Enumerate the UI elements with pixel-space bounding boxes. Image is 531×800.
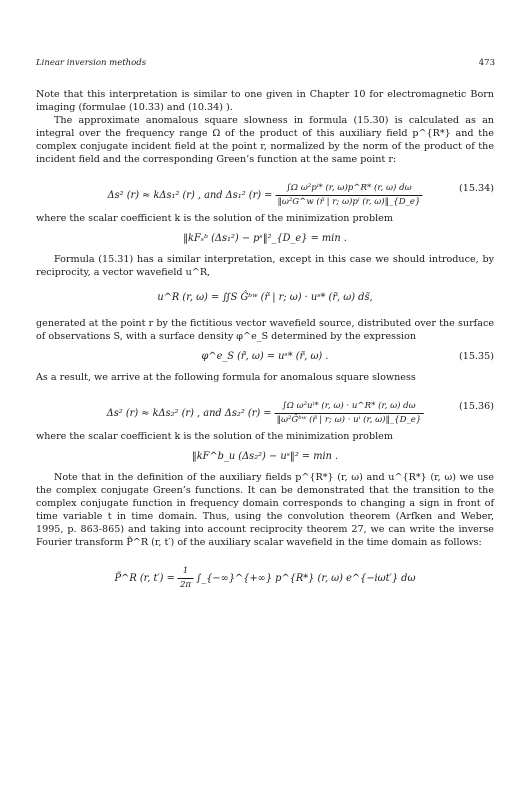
paragraph-3: where the scalar coefficient k is the solution of the minimization problem (36, 213, 393, 224)
equation-15-35 (36, 347, 494, 367)
inverse-fourier-numerator: 1 (178, 565, 193, 579)
inverse-fourier-equation (36, 553, 494, 591)
paragraph-2: The approximate anomalous square slowness in formula (15.30) is calculated as an integral over the frequency range Ω of the product of this auxiliary field p^{R*} and the complex conjugate incident field at the point r, normalized by the norm of the product of the incident field and the corresponding Green’s function at the same point r: (36, 115, 494, 165)
equation-15-36-body (107, 400, 424, 427)
equation-15-35-text: φ^e_S (r̃, ω) = uˢ* (r̃, ω) . (201, 351, 329, 362)
header-title: Linear inversion methods (36, 58, 147, 68)
page-number: 473 (478, 58, 495, 68)
equation-number: (15.34) (459, 183, 494, 194)
paragraph-7: where the scalar coefficient k is the solution of the minimization problem (36, 431, 393, 442)
equation-15-36-lhs: Δs² (r) ≈ kΔs₂² (r) , and Δs₂² (r) = (106, 408, 272, 419)
equation-15-34-body (108, 182, 423, 209)
inverse-fourier-lhs: P̃^R (r, t′) = (114, 573, 175, 584)
body-text (36, 88, 494, 595)
minimization-equation-1 (36, 229, 494, 249)
paragraph-1: Note that this interpretation is similar to one given in Chapter 10 for electromagnetic Born imaging (formulae (10.33) and (10.34) ). (36, 89, 494, 113)
equation-15-34-denominator: ‖ω²G^w (r̃ | r; ω)pⁱ (r, ω)‖_{D_e} (277, 197, 421, 207)
paragraph-4: Formula (15.31) has a similar interpretation, except in this case we should introduce, by reciprocity, a vector wavefield u^R, (36, 254, 494, 278)
minimization-equation-2 (36, 447, 494, 467)
inverse-fourier-denominator: 2π (179, 580, 192, 590)
paragraph-6: As a result, we arrive at the following formula for anomalous square slowness (36, 372, 416, 383)
equation-15-36-fraction (275, 400, 424, 427)
minimization-equation-1-text: ‖kFₛᵇ (Δs₁²) − pˢ‖²_{D_e} = min . (183, 233, 347, 244)
minimization-equation-2-text: ‖kF^b_u (Δs₂²) − uˢ‖² = min . (191, 451, 339, 462)
vector-wavefield-equation-text: u^R (r, ω) = ∬S Ĝᵇʷ (r̃ | r; ω) · uˢ* (r̃, ω) ds̃, (157, 292, 373, 303)
equation-15-34-numerator: ∫Ω ω²pⁱ* (r, ω)p^R* (r, ω) dω (276, 182, 423, 196)
inverse-fourier-fraction (178, 565, 193, 592)
running-header (36, 58, 495, 72)
paragraph-5: generated at the point r by the fictitious vector wavefield source, distributed over the surface of observations S, with a surface density φ^e_S determined by the expression (36, 318, 494, 342)
equation-15-34-fraction (276, 182, 423, 209)
equation-15-36-denominator: ‖ω²Ĝᵇʷ (r̃ | r; ω) · uⁱ (r, ω)‖_{D_e} (276, 415, 422, 425)
inverse-fourier-rhs: ∫_{−∞}^{+∞} p^{R*} (r, ω) e^{−iωt′} dω (196, 573, 416, 584)
paragraph-8: Note that in the definition of the auxiliary fields p^{R*} (r, ω) and u^{R*} (r, ω) we use the complex conjugate Green’s functions. It can be demonstrated that the transition to the complex conjugate function in frequency domain corresponds to changing a sign in front of time variable t in time domain. Thus, using the convolution theorem (Arfken and Weber, 1995, p. 863-865) and taking into account reciprocity theorem 27, we can write the inverse Fourier transform P̃^R (r, t′) of the auxiliary scalar wavefield in the time domain as follows: (36, 472, 494, 548)
equation-15-34-lhs: Δs² (r) ≈ kΔs₁² (r) , and Δs₁² (r) = (107, 190, 273, 201)
vector-wavefield-equation (36, 283, 494, 313)
inverse-fourier-equation-body (115, 565, 416, 592)
equation-number: (15.35) (459, 351, 494, 362)
equation-15-34 (36, 170, 494, 208)
equation-number: (15.36) (459, 401, 494, 412)
equation-15-36 (36, 388, 494, 426)
equation-15-36-numerator: ∫Ω ω²uⁱ* (r, ω) · u^R* (r, ω) dω (275, 400, 424, 414)
